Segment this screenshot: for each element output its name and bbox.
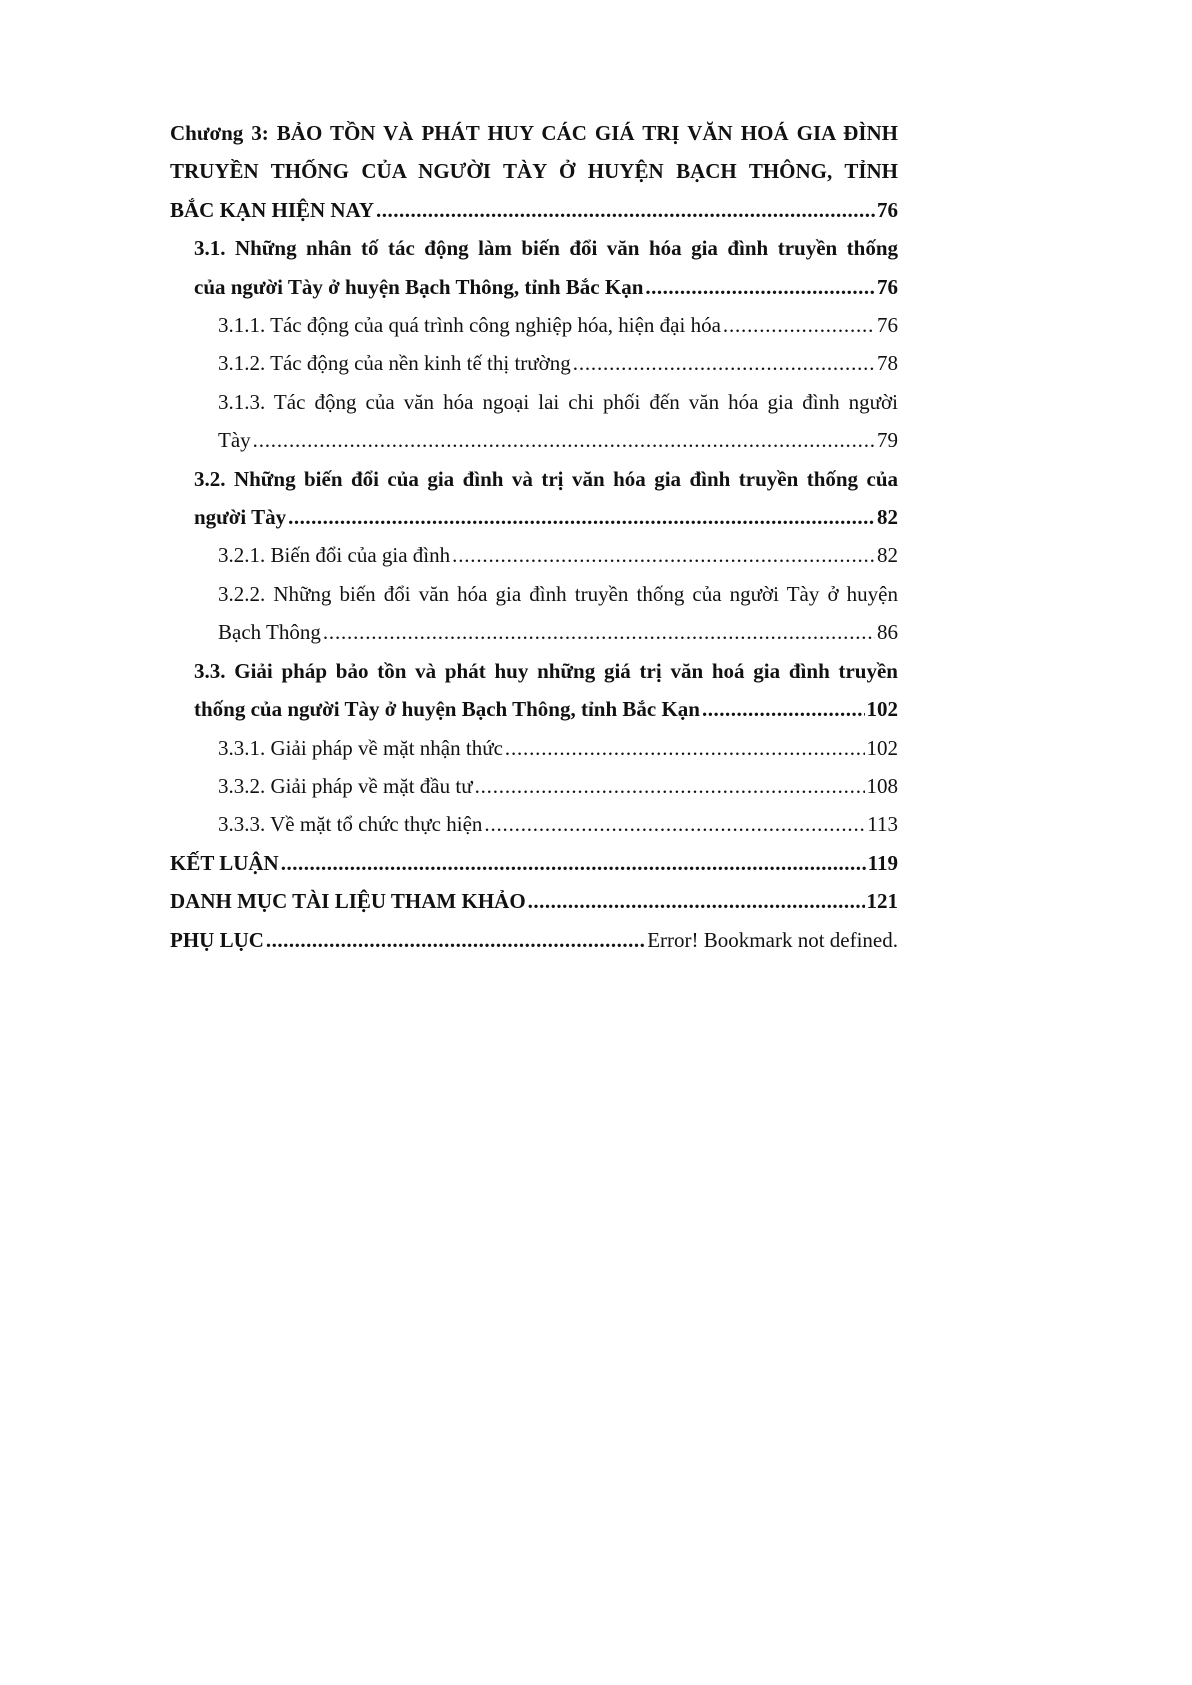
dot-leader: [484, 805, 865, 843]
toc-entry-line: TRUYỀN THỐNG CỦA NGƯỜI TÀY Ở HUYỆN BẠCH THÔNG, TỈNH: [170, 159, 898, 184]
toc-entry-last-line: [218, 613, 898, 651]
toc-page-number: 79: [877, 428, 898, 453]
dot-leader: [266, 921, 645, 959]
dot-leader: [281, 844, 866, 882]
toc-entry[interactable]: [170, 767, 898, 805]
toc-page-number: 102: [866, 735, 898, 760]
toc-page-number: 102: [866, 697, 898, 722]
toc-entry-title: 3.3.2. Giải pháp về mặt đầu tư: [218, 773, 473, 798]
toc-entry-title: KẾT LUẬN: [170, 850, 279, 875]
toc-page-number: 76: [877, 197, 898, 222]
toc-entry-last-line: [170, 882, 898, 920]
toc-entry[interactable]: [170, 344, 898, 382]
toc-entry[interactable]: [170, 882, 898, 920]
toc-entry-title: DANH MỤC TÀI LIỆU THAM KHẢO: [170, 889, 526, 914]
toc-entry-title: của người Tày ở huyện Bạch Thông, tỉnh Bắc Kạn: [194, 274, 644, 299]
toc-entry-title: thống của người Tày ở huyện Bạch Thông, tỉnh Bắc Kạn: [194, 697, 700, 722]
toc-entry-last-line: [218, 344, 898, 382]
dot-leader: [452, 536, 875, 574]
dot-leader: [323, 613, 875, 651]
toc-page-number: Error! Bookmark not defined.: [647, 927, 898, 952]
dot-leader: [475, 767, 865, 805]
toc-entry[interactable]: [170, 844, 898, 882]
toc-entry-last-line: [194, 268, 898, 306]
toc-entry-title: 3.3.3. Về mặt tổ chức thực hiện: [218, 812, 483, 837]
toc-entry-line: 3.1.3. Tác động của văn hóa ngoại lai chi phối đến văn hóa gia đình người: [218, 389, 898, 414]
toc-entry-last-line: [218, 805, 898, 843]
toc-entry-title: BẮC KẠN HIỆN NAY: [170, 197, 375, 222]
toc-entry-last-line: [218, 536, 898, 574]
toc-entry[interactable]: [170, 383, 898, 460]
toc-entry-line: Chương 3: BẢO TỒN VÀ PHÁT HUY CÁC GIÁ TRỊ VĂN HOÁ GIA ĐÌNH: [170, 121, 898, 145]
toc-entry-title: 3.2.1. Biến đổi của gia đình: [218, 543, 451, 568]
toc-entry-title: PHỤ LỤC: [170, 927, 264, 952]
dot-leader: [288, 498, 875, 536]
toc-page-number: 76: [877, 313, 898, 338]
toc-entry[interactable]: [170, 652, 898, 729]
toc-page-number: 119: [867, 850, 898, 875]
dot-leader: [505, 729, 865, 767]
toc-page-number: 76: [877, 274, 898, 299]
toc-entry-last-line: [170, 921, 898, 959]
toc-entry-line: 3.3. Giải pháp bảo tồn và phát huy những giá trị văn hoá gia đình truyền: [194, 658, 898, 683]
toc-page-number: 82: [877, 543, 898, 568]
toc-entry-last-line: [218, 767, 898, 805]
dot-leader: [702, 690, 865, 728]
dot-leader: [645, 268, 875, 306]
toc-entry-title: Bạch Thông: [218, 620, 321, 645]
toc-entry[interactable]: [170, 575, 898, 652]
dot-leader: [573, 344, 875, 382]
toc-entry[interactable]: [170, 729, 898, 767]
toc-entry[interactable]: [170, 536, 898, 574]
toc-entry-last-line: [194, 498, 898, 536]
toc-page-number: 86: [877, 620, 898, 645]
dot-leader: [253, 421, 875, 459]
toc-page-number: 108: [866, 773, 898, 798]
toc-entry-line: 3.2. Những biến đổi của gia đình và trị văn hóa gia đình truyền thống của: [194, 466, 898, 491]
toc-page-number: 121: [866, 889, 898, 914]
toc-entry-last-line: [218, 421, 898, 459]
toc-entry-title: 3.1.1. Tác động của quá trình công nghiệp hóa, hiện đại hóa: [218, 313, 721, 338]
toc-entry-title: 3.3.1. Giải pháp về mặt nhận thức: [218, 735, 503, 760]
toc-entry[interactable]: [170, 229, 898, 306]
toc-entry-last-line: [218, 306, 898, 344]
toc-page-number: 78: [877, 351, 898, 376]
toc-entry-title: 3.1.2. Tác động của nền kinh tế thị trường: [218, 351, 571, 376]
toc-entry[interactable]: [170, 306, 898, 344]
toc-entry[interactable]: [170, 460, 898, 537]
toc-entry-last-line: [194, 690, 898, 728]
toc-entry-title: Tày: [218, 428, 251, 453]
dot-leader: [376, 191, 875, 229]
toc-entry-line: 3.2.2. Những biến đổi văn hóa gia đình truyền thống của người Tày ở huyện: [218, 581, 898, 606]
toc-entry-last-line: [170, 191, 898, 229]
dot-leader: [528, 882, 865, 920]
toc-entry-last-line: [218, 729, 898, 767]
toc-page-number: 113: [867, 812, 898, 837]
toc-entry-last-line: [170, 844, 898, 882]
toc-page-number: 82: [877, 505, 898, 530]
toc-entry-line: 3.1. Những nhân tố tác động làm biến đổi văn hóa gia đình truyền thống: [194, 236, 898, 261]
toc-entry[interactable]: [170, 114, 898, 229]
toc-entry[interactable]: [170, 921, 898, 959]
dot-leader: [723, 306, 875, 344]
toc-entry[interactable]: [170, 805, 898, 843]
table-of-contents: [170, 114, 898, 959]
toc-entry-title: người Tày: [194, 505, 287, 530]
